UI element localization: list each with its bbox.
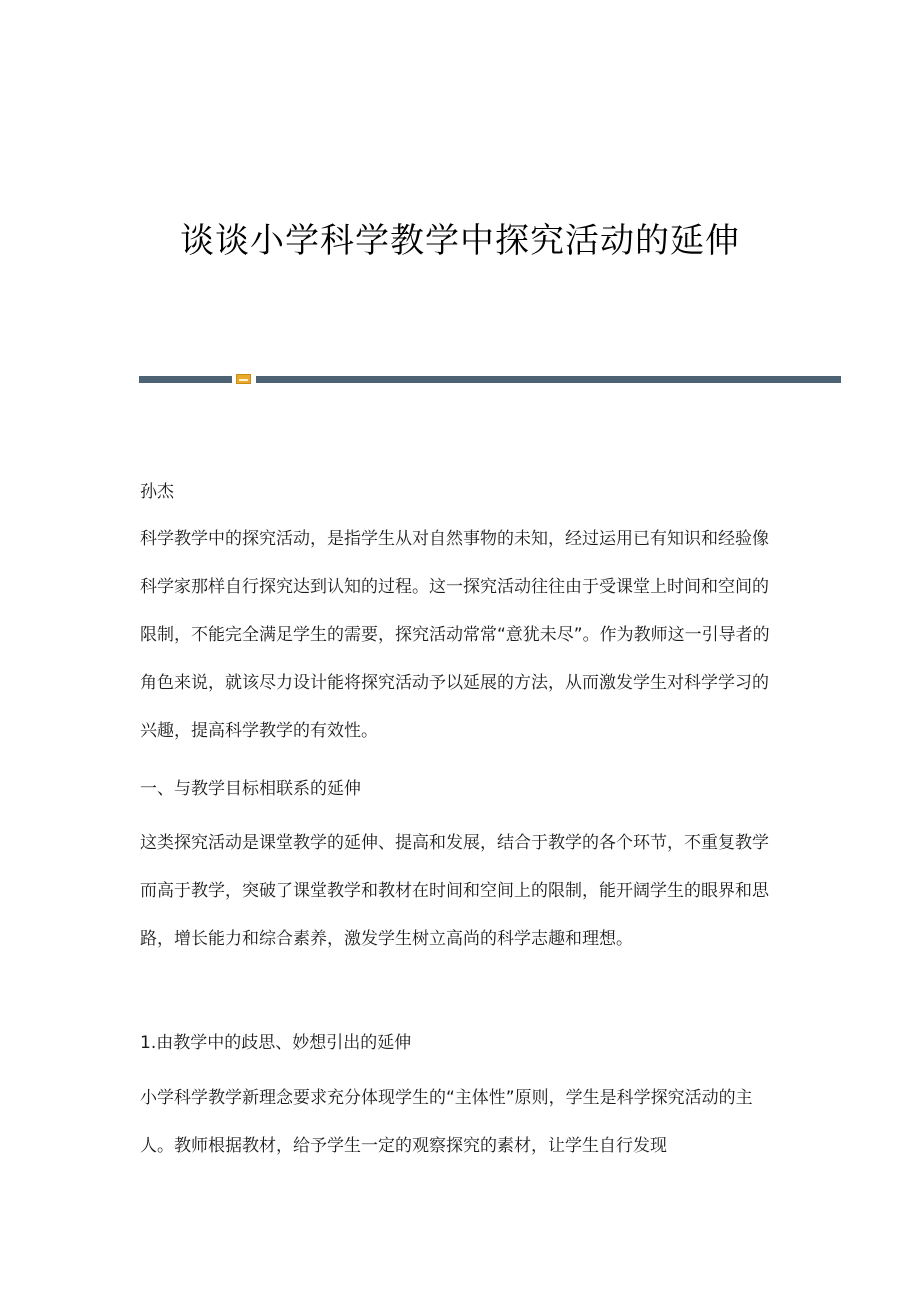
author-name: 孙杰	[140, 482, 174, 502]
paragraph-intro: 科学教学中的探究活动，是指学生从对自然事物的未知，经过运用已有知识和经验像科学家那样自行探究达到认知的过程。这一探究活动往往由于受课堂上时间和空间的限制，不能完全满足学生的需要，探究活动常常“意犹未尽”。作为教师这一引导者的角色来说，就该尽力设计能将探究活动予以延展的方法，从而激发学生对科学学习的兴趣，提高科学教学的有效性。	[140, 529, 770, 741]
divider-bar-left	[139, 376, 232, 383]
paragraph-subsection-1: 小学科学教学新理念要求充分体现学生的“主体性”原则，学生是科学探究活动的主人。教师根据教材，给予学生一定的观察探究的素材，让学生自行发现	[140, 1088, 753, 1156]
section-heading-1: 一、与教学目标相联系的延伸	[140, 779, 361, 799]
paragraph-section-1: 这类探究活动是课堂教学的延伸、提高和发展，结合于教学的各个环节，不重复教学而高于教学，突破了课堂教学和教材在时间和空间上的限制，能开阔学生的眼界和思路，增长能力和综合素养，激发学生树立高尚的科学志趣和理想。	[140, 833, 769, 949]
document-title: 谈谈小学科学教学中探究活动的延伸	[180, 221, 740, 261]
divider-emblem-icon	[236, 374, 251, 384]
divider-bar-right	[256, 376, 841, 383]
title-divider	[139, 374, 841, 384]
subsection-heading-1: 1.由教学中的歧思、妙想引出的延伸	[140, 1033, 412, 1053]
